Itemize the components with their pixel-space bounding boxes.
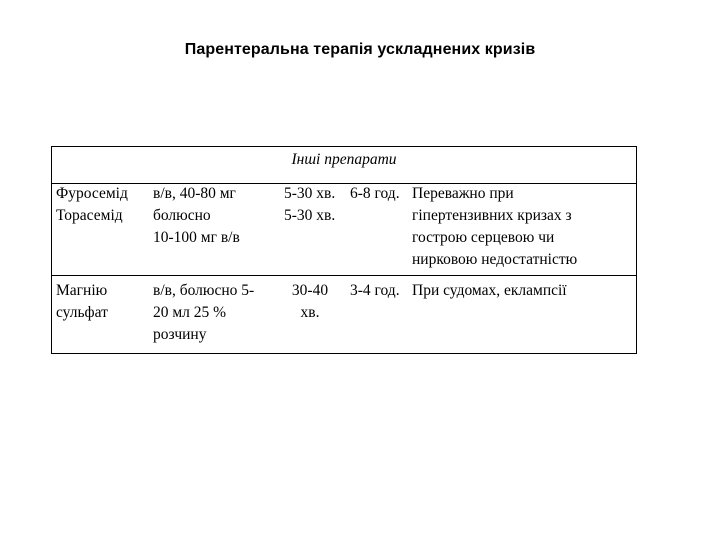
- slide-title: Парентеральна терапія ускладнених кризів: [184, 41, 536, 58]
- table-row-2-indication: При судомах, еклампсії: [412, 282, 567, 299]
- table-row-2-dose: в/в, болюсно 5- 20 мл 25 % розчину: [153, 282, 255, 343]
- table-row-1-onset: 5-30 хв. 5-30 хв.: [284, 185, 336, 224]
- row-divider: [52, 275, 636, 276]
- table-row-2-duration: 3-4 год.: [350, 282, 400, 299]
- table-row-2-drug: Магнію сульфат: [56, 282, 108, 321]
- table-row-1-drug: Фуросемід Торасемід: [56, 185, 128, 224]
- table-row-2-onset: 30-40 хв.: [291, 282, 329, 321]
- table-row-1-indication: Переважно при гіпертензивних кризах з гострою серцевою чи нирковою недостатністю: [412, 185, 578, 268]
- table-row-1-dose: в/в, 40-80 мг болюсно 10-100 мг в/в: [153, 185, 240, 246]
- table-row-1-duration: 6-8 год.: [350, 185, 400, 202]
- therapy-table: [51, 146, 637, 354]
- table-section-header: Інші препарати: [291, 151, 397, 168]
